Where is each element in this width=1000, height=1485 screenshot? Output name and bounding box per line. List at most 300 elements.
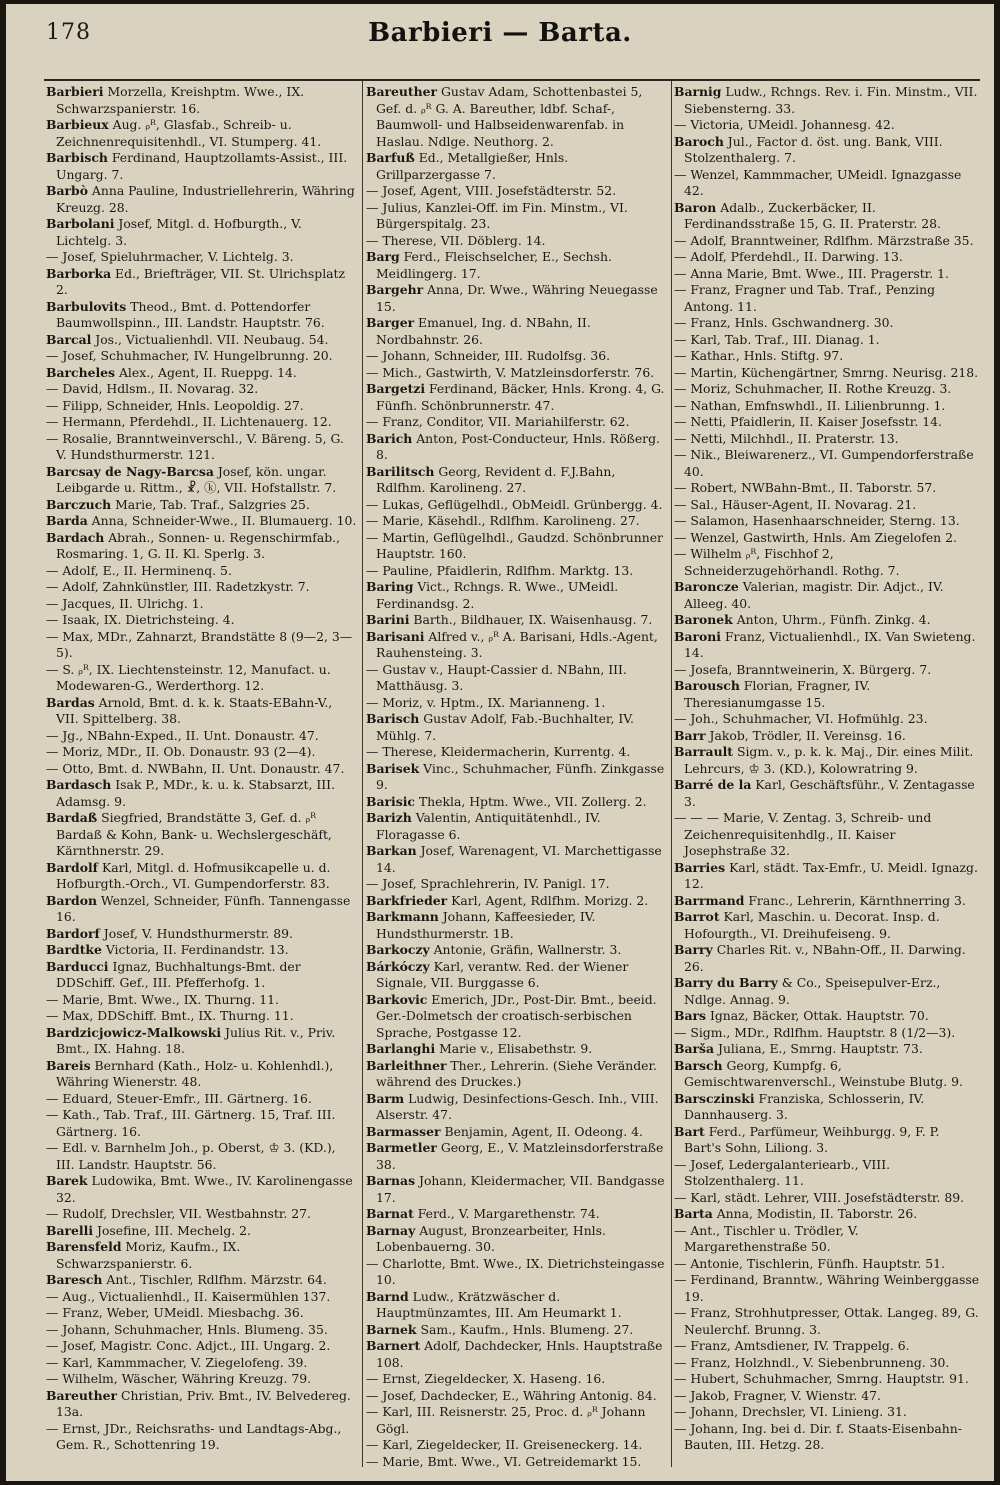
directory-entry <box>46 761 358 778</box>
directory-entry <box>46 513 358 530</box>
entry-details: Ferd., V. Margarethenstr. 74. <box>413 1206 600 1221</box>
directory-entry <box>674 414 980 431</box>
directory-entry <box>46 860 358 893</box>
entry-surname: Barnas <box>366 1173 416 1188</box>
entry-details: Alex., Agent, II. Rueppg. 14. <box>115 364 297 380</box>
entry-details: Julius Rit. v., Priv. Bmt., IX. Hahng. 18. <box>56 1024 336 1056</box>
entry-surname: Bargehr <box>366 282 424 297</box>
entry-surname: Barbisch <box>46 150 108 165</box>
directory-entry <box>366 1289 668 1322</box>
entry-surname: Bareis <box>46 1057 91 1073</box>
directory-entry <box>674 84 980 117</box>
entry-details: — Max, MDr., Zahnarzt, Brandstätte 8 (9—2, 3—5). <box>46 628 353 660</box>
entry-details: — Josef, Schuhmacher, IV. Hungelbrunng. 20. <box>46 348 333 363</box>
directory-entry <box>674 1355 980 1372</box>
entry-details: — Franz, Hnls. Gschwandnerg. 30. <box>674 315 894 330</box>
entry-details: Anna Pauline, Industriellehrerin, Währing Kreuzg. 28. <box>56 183 355 215</box>
entry-details: Ther., Lehrerin. (Siehe Veränder. während des Druckes.) <box>376 1057 657 1089</box>
directory-entry <box>674 810 980 860</box>
directory-entry <box>366 761 668 794</box>
directory-entry <box>366 513 668 530</box>
entry-details: Ed., Metallgießer, Hnls. Grillparzergasse 7. <box>376 150 569 182</box>
directory-entry <box>366 876 668 893</box>
entry-details: — Karl, Ziegeldecker, II. Greiseneckerg. 14. <box>366 1437 643 1452</box>
directory-entry <box>46 216 358 249</box>
entry-details: — Johann, Drechsler, VI. Linieng. 31. <box>674 1404 907 1419</box>
entry-details: — Hermann, Pferdehdl., II. Lichtenauerg. 12. <box>46 414 332 429</box>
directory-entry <box>366 1124 668 1141</box>
entry-details: Johann, Kaffeesieder, IV. Hundsthurmerstr. 1B. <box>376 909 596 941</box>
directory-entry <box>46 117 358 150</box>
entry-surname: Barisch <box>366 711 420 726</box>
directory-entry <box>46 810 358 860</box>
entry-surname: Barini <box>366 612 410 627</box>
entry-details: Barth., Bildhauer, IX. Waisenhausg. 7. <box>409 612 653 627</box>
entry-details: Jakob, Trödler, II. Vereinsg. 16. <box>705 727 906 743</box>
entry-surname: Barnert <box>366 1338 421 1353</box>
column-1 <box>46 84 358 1469</box>
directory-entry <box>674 744 980 777</box>
entry-details: — Jg., NBahn-Exped., II. Unt. Donaustr. 47. <box>46 727 319 743</box>
directory-entry <box>674 282 980 315</box>
directory-entry <box>46 629 358 662</box>
entry-details: Karl, verantw. Red. der Wiener Signale, VII. Burggasse 6. <box>376 958 629 990</box>
directory-entry <box>674 777 980 810</box>
entry-surname: Barbò <box>46 183 88 198</box>
entry-details: — Johann, Schuhmacher, Hnls. Blumeng. 35. <box>46 1321 328 1337</box>
entry-details: — Franz, Strohhutpresser, Ottak. Langeg. 89, G. Neulerchf. Brunng. 3. <box>674 1305 979 1337</box>
entry-details: Ludowika, Bmt. Wwe., IV. Karolinengasse 32. <box>56 1173 353 1205</box>
entry-surname: Barm <box>366 1090 405 1106</box>
directory-entry <box>366 893 668 910</box>
directory-entry <box>674 1388 980 1405</box>
directory-entry <box>46 348 358 365</box>
directory-entry <box>46 1305 358 1322</box>
entry-surname: Barelli <box>46 1222 94 1238</box>
entry-details: — Josef, Spieluhrmacher, V. Lichtelg. 3. <box>46 249 294 264</box>
directory-entry <box>46 1206 358 1223</box>
entry-surname: Baronek <box>674 612 733 627</box>
entry-surname: Barkmann <box>366 909 439 924</box>
directory-entry <box>674 1338 980 1355</box>
directory-entry <box>674 893 980 910</box>
entry-details: Franz, Victualienhdl., IX. Van Swieteng. 14. <box>684 628 976 660</box>
directory-entry <box>46 992 358 1009</box>
entry-surname: Bardzicjowicz-Malkowski <box>46 1024 222 1040</box>
entry-surname: Bárkóczy <box>366 958 430 974</box>
entry-surname: Baroch <box>674 133 724 149</box>
entry-details: Valentin, Antiquitätenhdl., IV. Floragasse 6. <box>376 810 601 842</box>
directory-entry <box>46 1025 358 1058</box>
directory-entry <box>366 612 668 629</box>
directory-entry <box>674 612 980 629</box>
directory-entry <box>366 579 668 612</box>
directory-entry <box>674 497 980 514</box>
entry-surname: Barisic <box>366 793 415 809</box>
entry-details: — Edl. v. Barnhelm Joh., p. Oberst, ♔ 3. (KD.), III. Landstr. Hauptstr. 56. <box>46 1140 336 1172</box>
entry-details: Valerian, magistr. Dir. Adjct., IV. Alleeg. 40. <box>684 579 944 611</box>
page-header <box>6 14 994 54</box>
column-divider <box>671 81 672 1467</box>
directory-entry <box>674 249 980 266</box>
entry-surname: Baresch <box>46 1272 103 1287</box>
entry-details: — Adolf, E., II. Herminenq. 5. <box>46 562 232 578</box>
directory-entry <box>46 893 358 926</box>
entry-details: Johann, Kleidermacher, VII. Bandgasse 17. <box>376 1173 665 1205</box>
directory-entry <box>46 332 358 349</box>
entry-details: — Kath., Tab. Traf., III. Gärtnerg. 15, Traf. III. Gärtnerg. 16. <box>46 1107 336 1139</box>
directory-entry <box>366 1437 668 1454</box>
entry-details: — Adolf, Pferdehdl., II. Darwing. 13. <box>674 249 903 264</box>
directory-entry <box>366 1371 668 1388</box>
entry-surname: Barg <box>366 249 400 264</box>
directory-entry <box>46 1173 358 1206</box>
entry-surname: Barta <box>674 1206 713 1221</box>
directory-entry <box>366 1058 668 1091</box>
entry-details: — Anna Marie, Bmt. Wwe., III. Pragerstr. 1. <box>674 265 949 281</box>
entry-details: — Karl, Kammmacher, V. Ziegelofeng. 39. <box>46 1354 308 1370</box>
entry-details: Siegfried, Brandstätte 3, Gef. d. ᵨᴿ Bardaß & Kohn, Bank- u. Wechslergeschäft, Kärnthnerstr. 29. <box>56 810 332 858</box>
directory-entry <box>366 959 668 992</box>
entry-details: & Co., Speisepulver-Erz., Ndlge. Annag. 9. <box>684 975 941 1007</box>
directory-entry <box>366 282 668 315</box>
entry-details: Emanuel, Ing. d. NBahn, II. Nordbahnstr. 26. <box>376 315 591 347</box>
entry-details: Karl, Geschäftsführ., V. Zentagasse 3. <box>684 777 975 809</box>
directory-entry <box>674 381 980 398</box>
entry-surname: Barensfeld <box>46 1239 122 1254</box>
entry-surname: Bareuther <box>366 84 438 99</box>
entry-surname: Barry <box>674 942 713 957</box>
entry-surname: Barrault <box>674 744 734 759</box>
entry-details: — Karl, Tab. Traf., III. Dianag. 1. <box>674 331 880 347</box>
directory-entry <box>674 860 980 893</box>
directory-entry <box>366 1140 668 1173</box>
directory-entry <box>366 315 668 348</box>
directory-entry <box>366 381 668 414</box>
directory-entry <box>674 480 980 497</box>
entry-details: — Hubert, Schuhmacher, Smrng. Hauptstr. 91. <box>674 1371 969 1386</box>
entry-details: Isak P., MDr., k. u. k. Stabsarzt, III. Adamsg. 9. <box>56 777 336 809</box>
entry-surname: Barkoczy <box>366 942 430 957</box>
entry-details: Arnold, Bmt. d. k. k. Staats-EBahn-V., VII. Spittelberg. 38. <box>56 694 333 726</box>
directory-entry <box>674 1190 980 1207</box>
entry-details: — Nathan, Emfnswhdl., II. Lilienbrunng. 1. <box>674 397 946 413</box>
entry-details: Christian, Priv. Bmt., IV. Belvedereg. 13a. <box>56 1387 351 1419</box>
entry-details: Ferdinand, Bäcker, Hnls. Krong. 4, G. Fünfh. Schönbrunnerstr. 47. <box>376 381 665 413</box>
entry-details: Anna, Modistin, II. Taborstr. 26. <box>712 1206 918 1221</box>
entry-details: Georg, Kumpfg. 6, Gemischtwarenverschl., Weinstube Blutg. 9. <box>684 1057 963 1089</box>
entry-surname: Barbieux <box>46 117 109 132</box>
entry-details: Moriz, Kaufm., IX. Schwarzspanierstr. 6. <box>56 1239 241 1271</box>
directory-entry <box>46 1107 358 1140</box>
entry-details: — Kathar., Hnls. Stiftg. 97. <box>674 348 844 363</box>
directory-entry <box>674 530 980 547</box>
directory-entry <box>674 728 980 745</box>
entry-surname: Barizh <box>366 810 412 825</box>
entry-details: Antonie, Gräfin, Wallnerstr. 3. <box>429 942 622 957</box>
directory-entry <box>674 1124 980 1157</box>
directory-entry <box>674 117 980 134</box>
entry-details: — Wenzel, Gastwirth, Hnls. Am Ziegelofen 2. <box>674 529 957 545</box>
entry-details: — Aug., Victualienhdl., II. Kaisermühlen 137. <box>46 1288 331 1304</box>
directory-page <box>6 4 994 1481</box>
entry-details: — Ant., Tischler u. Trödler, V. Margarethenstraße 50. <box>674 1222 859 1254</box>
directory-entry <box>366 365 668 382</box>
directory-entry <box>46 381 358 398</box>
entry-details: — Therese, Kleidermacherin, Kurrentg. 4. <box>366 744 631 759</box>
entry-details: — Antonie, Tischlerin, Fünfh. Hauptstr. 51. <box>674 1255 945 1271</box>
entry-surname: Barša <box>674 1041 715 1056</box>
directory-entry <box>674 1256 980 1273</box>
directory-entry <box>674 662 980 679</box>
directory-entry <box>46 1008 358 1025</box>
directory-entry <box>674 1305 980 1338</box>
column-3 <box>674 84 980 1469</box>
entry-surname: Barger <box>366 315 415 330</box>
entry-details: Bernhard (Kath., Holz- u. Kohlenhdl.), Währing Wienerstr. 48. <box>56 1057 334 1089</box>
directory-entry <box>366 695 668 712</box>
entry-details: Ludw., Rchngs. Rev. i. Fin. Minstm., VII. Siebensterng. 33. <box>684 84 978 116</box>
directory-entry <box>46 695 358 728</box>
entry-details: — Johann, Ing. bei d. Dir. f. Staats-Eisenbahn-Bauten, III. Hetzg. 28. <box>674 1420 962 1452</box>
directory-entry <box>366 909 668 942</box>
directory-entry <box>674 975 980 1008</box>
entry-surname: Barmetler <box>366 1140 437 1155</box>
entry-details: Charles Rit. v., NBahn-Off., II. Darwing. 26. <box>684 942 966 974</box>
directory-entry <box>674 447 980 480</box>
directory-entry <box>674 431 980 448</box>
directory-entry <box>46 563 358 580</box>
entry-details: Franziska, Schlosserin, IV. Dannhauserg. 3. <box>684 1090 925 1122</box>
directory-entry <box>366 662 668 695</box>
entry-details: — Eduard, Steuer-Emfr., III. Gärtnerg. 16. <box>46 1090 312 1106</box>
entry-surname: Bardasch <box>46 777 112 792</box>
entry-surname: Barry du Barry <box>674 975 778 990</box>
directory-entry <box>46 497 358 514</box>
directory-entry <box>674 365 980 382</box>
directory-entry <box>46 596 358 613</box>
directory-entry <box>366 992 668 1042</box>
directory-entry <box>46 926 358 943</box>
directory-entry <box>366 1206 668 1223</box>
entry-surname: Barré de la <box>674 777 752 792</box>
entry-details: Adalb., Zuckerbäcker, II. Ferdinandsstraße 15, G. II. Praterstr. 28. <box>684 199 941 231</box>
directory-entry <box>674 909 980 942</box>
directory-entry <box>674 1223 980 1256</box>
directory-entry <box>674 167 980 200</box>
entry-details: — Ernst, JDr., Reichsraths- und Landtags-Abg., Gem. R., Schottenring 19. <box>46 1420 342 1452</box>
directory-entry <box>674 1025 980 1042</box>
entry-details: Florian, Fragner, IV. Theresianumgasse 15. <box>684 678 871 710</box>
entry-details: — Josef, Agent, VIII. Josefstädterstr. 52. <box>366 183 617 198</box>
entry-details: — Sal., Häuser-Agent, II. Novarag. 21. <box>674 496 917 512</box>
directory-entry <box>46 530 358 563</box>
entry-details: — Karl, III. Reisnerstr. 25, Proc. d. ᵨᴿ Johann Gögl. <box>366 1404 646 1436</box>
directory-entry <box>46 1058 358 1091</box>
entry-surname: Barsczinski <box>674 1090 755 1106</box>
directory-entry <box>366 810 668 843</box>
directory-entry <box>366 233 668 250</box>
entry-details: Josef, Mitgl. d. Hofburgth., V. Lichtelg. 3. <box>56 216 302 248</box>
directory-entry <box>46 959 358 992</box>
directory-entry <box>366 563 668 580</box>
entry-details: — David, Hdlsm., II. Novarag. 32. <box>46 381 259 396</box>
entry-details: Anton, Post-Conducteur, Hnls. Rößerg. 8. <box>376 430 660 462</box>
directory-entry <box>366 431 668 464</box>
directory-entry <box>674 134 980 167</box>
entry-surname: Barfuß <box>366 150 415 165</box>
entry-details: — Ferdinand, Branntw., Währing Weinberggasse 19. <box>674 1272 980 1304</box>
entry-details: Adolf, Dachdecker, Hnls. Hauptstraße 108. <box>376 1338 663 1370</box>
entry-details: — Wenzel, Kammmacher, UMeidl. Ignazgasse 42. <box>674 166 962 198</box>
entry-details: — Franz, Amtsdiener, IV. Trappelg. 6. <box>674 1338 910 1353</box>
directory-entry <box>674 1404 980 1421</box>
directory-entry <box>46 728 358 745</box>
entry-details: — Gustav v., Haupt-Cassier d. NBahn, III. Matthäusg. 3. <box>366 661 627 693</box>
entry-details: Morzella, Kreishptm. Wwe., IX. Schwarzspanierstr. 16. <box>56 84 305 116</box>
entry-surname: Barisek <box>366 760 420 776</box>
directory-entry <box>366 1454 668 1470</box>
entry-details: — Lukas, Geflügelhdl., ObMeidl. Grünbergg. 4. <box>366 496 663 512</box>
entry-surname: Barbieri <box>46 84 104 99</box>
entry-details: — Josef, Ledergalanteriearb., VIII. Stolzenthalerg. 11. <box>674 1156 891 1188</box>
directory-entry <box>46 1239 358 1272</box>
entry-surname: Barbolani <box>46 216 115 231</box>
directory-entry <box>366 150 668 183</box>
entry-surname: Bardas <box>46 694 95 710</box>
entry-details: — Otto, Bmt. d. NWBahn, II. Unt. Donaustr. 47. <box>46 760 345 776</box>
entry-surname: Barnig <box>674 84 722 99</box>
entry-details: Marie, Tab. Traf., Salzgries 25. <box>111 496 310 512</box>
entry-details: — Franz, Fragner und Tab. Traf., Penzing Antong. 11. <box>674 282 935 314</box>
directory-entry <box>46 431 358 464</box>
running-head: Barbieri — Barta. <box>368 18 632 48</box>
entry-details: Ludw., Krätzwäscher d. Hauptmünzamtes, III. Am Heumarkt 1. <box>376 1288 622 1320</box>
entry-surname: Bardorf <box>46 925 100 941</box>
entry-details: — Franz, Conditor, VII. Mariahilferstr. 62. <box>366 414 630 429</box>
entry-surname: Barisani <box>366 628 425 644</box>
entry-details: Vict., Rchngs. R. Wwe., UMeidl. Ferdinandsg. 2. <box>376 579 619 611</box>
entry-details: Karl, Mitgl. d. Hofmusikcapelle u. d. Hofburgth.-Orch., VI. Gumpendorferstr. 83. <box>56 859 331 891</box>
directory-entry <box>674 1157 980 1190</box>
entry-surname: Barczuch <box>46 496 112 512</box>
directory-entry <box>46 398 358 415</box>
entry-details: Ant., Tischler, Rdlfhm. Märzstr. 64. <box>102 1272 327 1287</box>
entry-surname: Barnd <box>366 1288 409 1304</box>
directory-entry <box>366 249 668 282</box>
directory-entry <box>46 249 358 266</box>
directory-entry <box>46 183 358 216</box>
directory-entry <box>366 84 668 150</box>
directory-entry <box>46 150 358 183</box>
directory-entry <box>366 464 668 497</box>
entry-details: — Sigm., MDr., Rdlfhm. Hauptstr. 8 (1/2—3). <box>674 1024 956 1040</box>
entry-details: — S. ᵨᴿ, IX. Liechtensteinstr. 12, Manufact. u. Modewaren-G., Werderthorg. 12. <box>46 661 331 693</box>
directory-entry <box>46 464 358 497</box>
directory-entry <box>366 1173 668 1206</box>
entry-surname: Barilitsch <box>366 463 435 479</box>
directory-entry <box>674 678 980 711</box>
entry-details: — Robert, NWBahn-Bmt., II. Taborstr. 57. <box>674 480 937 495</box>
directory-entry <box>46 777 358 810</box>
entry-details: Aug. ᵨᴿ, Glasfab., Schreib- u. Zeichnenrequisitenhdl., VI. Stumperg. 41. <box>56 117 322 149</box>
entry-surname: Barborka <box>46 265 112 281</box>
entry-surname: Barrmand <box>674 892 745 908</box>
entry-surname: Baron <box>674 199 717 215</box>
directory-entry <box>366 1091 668 1124</box>
entry-surname: Bars <box>674 1008 707 1023</box>
directory-entry <box>46 612 358 629</box>
entry-surname: Barnay <box>366 1222 416 1238</box>
directory-entry <box>674 513 980 530</box>
directory-entry <box>366 1041 668 1058</box>
entry-details: Franc., Lehrerin, Kärnthnerring 3. <box>744 892 966 908</box>
entry-details: — Jacques, II. Ulrichg. 1. <box>46 595 204 611</box>
entry-details: Georg, Revident d. F.J.Bahn, Rdlfhm. Karolineng. 27. <box>376 463 616 495</box>
directory-entry <box>674 1008 980 1025</box>
entry-surname: Bardaß <box>46 810 98 825</box>
entry-details: — Netti, Pfaidlerin, II. Kaiser Josefsstr. 14. <box>674 414 942 429</box>
entry-details: Ignaz, Bäcker, Ottak. Hauptstr. 70. <box>706 1008 929 1023</box>
entry-details: — Karl, städt. Lehrer, VIII. Josefstädterstr. 89. <box>674 1189 965 1205</box>
entry-details: — Therese, VII. Döblerg. 14. <box>366 232 546 248</box>
directory-entry <box>46 299 358 332</box>
entry-surname: Barsch <box>674 1057 723 1073</box>
entry-surname: Barcal <box>46 331 92 347</box>
directory-entry <box>366 200 668 233</box>
entry-details: Sam., Kaufm., Hnls. Blumeng. 27. <box>416 1321 634 1337</box>
entry-details: — Franz, Weber, UMeidl. Miesbachg. 36. <box>46 1305 304 1320</box>
entry-surname: Barkovic <box>366 991 428 1007</box>
entry-details: — Netti, Milchhdl., II. Praterstr. 13. <box>674 430 899 446</box>
entry-details: Karl, Agent, Rdlfhm. Morizg. 2. <box>447 892 649 908</box>
entry-details: Gustav Adolf, Fab.-Buchhalter, IV. Mühlg. 7. <box>376 711 634 743</box>
directory-entry <box>674 1206 980 1223</box>
entry-details: — Franz, Holzhndl., V. Siebenbrunneng. 30. <box>674 1354 950 1370</box>
entry-surname: Baroncze <box>674 579 739 594</box>
entry-details: Alfred v., ᵨᴿ A. Barisani, Hdls.-Agent, Rauhensteing. 3. <box>376 628 658 660</box>
entry-details: — Moriz, Schuhmacher, II. Rothe Kreuzg. 3. <box>674 381 952 396</box>
entry-surname: Bardolf <box>46 859 98 875</box>
entry-details: Ludwig, Desinfections-Gesch. Inh., VIII. Alserstr. 47. <box>376 1090 659 1122</box>
directory-entry <box>46 1289 358 1306</box>
entry-details: Benjamin, Agent, II. Odeong. 4. <box>440 1123 643 1139</box>
directory-entry <box>46 1140 358 1173</box>
directory-entry <box>366 1338 668 1371</box>
directory-entry <box>46 414 358 431</box>
directory-entry <box>46 942 358 959</box>
entry-details: — Marie, Bmt. Wwe., VI. Getreidemarkt 15. <box>366 1453 642 1469</box>
entry-details: — Johann, Schneider, III. Rudolfsg. 36. <box>366 348 611 363</box>
entry-details: — Isaak, IX. Dietrichsteing. 4. <box>46 612 235 627</box>
entry-details: Jul., Factor d. öst. ung. Bank, VIII. Stolzenthalerg. 7. <box>684 133 943 165</box>
directory-entry <box>366 1256 668 1289</box>
entry-details: Vinc., Schuhmacher, Fünfh. Zinkgasse 9. <box>376 760 665 792</box>
directory-entry <box>674 332 980 349</box>
directory-entry <box>674 398 980 415</box>
entry-surname: Barr <box>674 727 706 743</box>
directory-entry <box>674 1371 980 1388</box>
directory-entry <box>366 1388 668 1405</box>
directory-entry <box>674 1091 980 1124</box>
entry-surname: Barkfrieder <box>366 892 448 908</box>
entry-surname: Barich <box>366 430 413 446</box>
entry-details: — Mich., Gastwirth, V. Matzleinsdorferstr. 76. <box>366 364 655 380</box>
entry-details: — Wilhelm, Wäscher, Währing Kreuzg. 79. <box>46 1371 312 1386</box>
entry-details: — Salamon, Hasenhaarschneider, Sterng. 13. <box>674 513 960 528</box>
entry-details: Gustav Adam, Schottenbastei 5, Gef. d. ᵨᴿ G. A. Bareuther, ldbf. Schaf-, Baumwoll- und Halbseidenwarenfab. in Haslau. Ndlge. Neuthorg. 2. <box>376 84 643 149</box>
directory-entry <box>366 1223 668 1256</box>
